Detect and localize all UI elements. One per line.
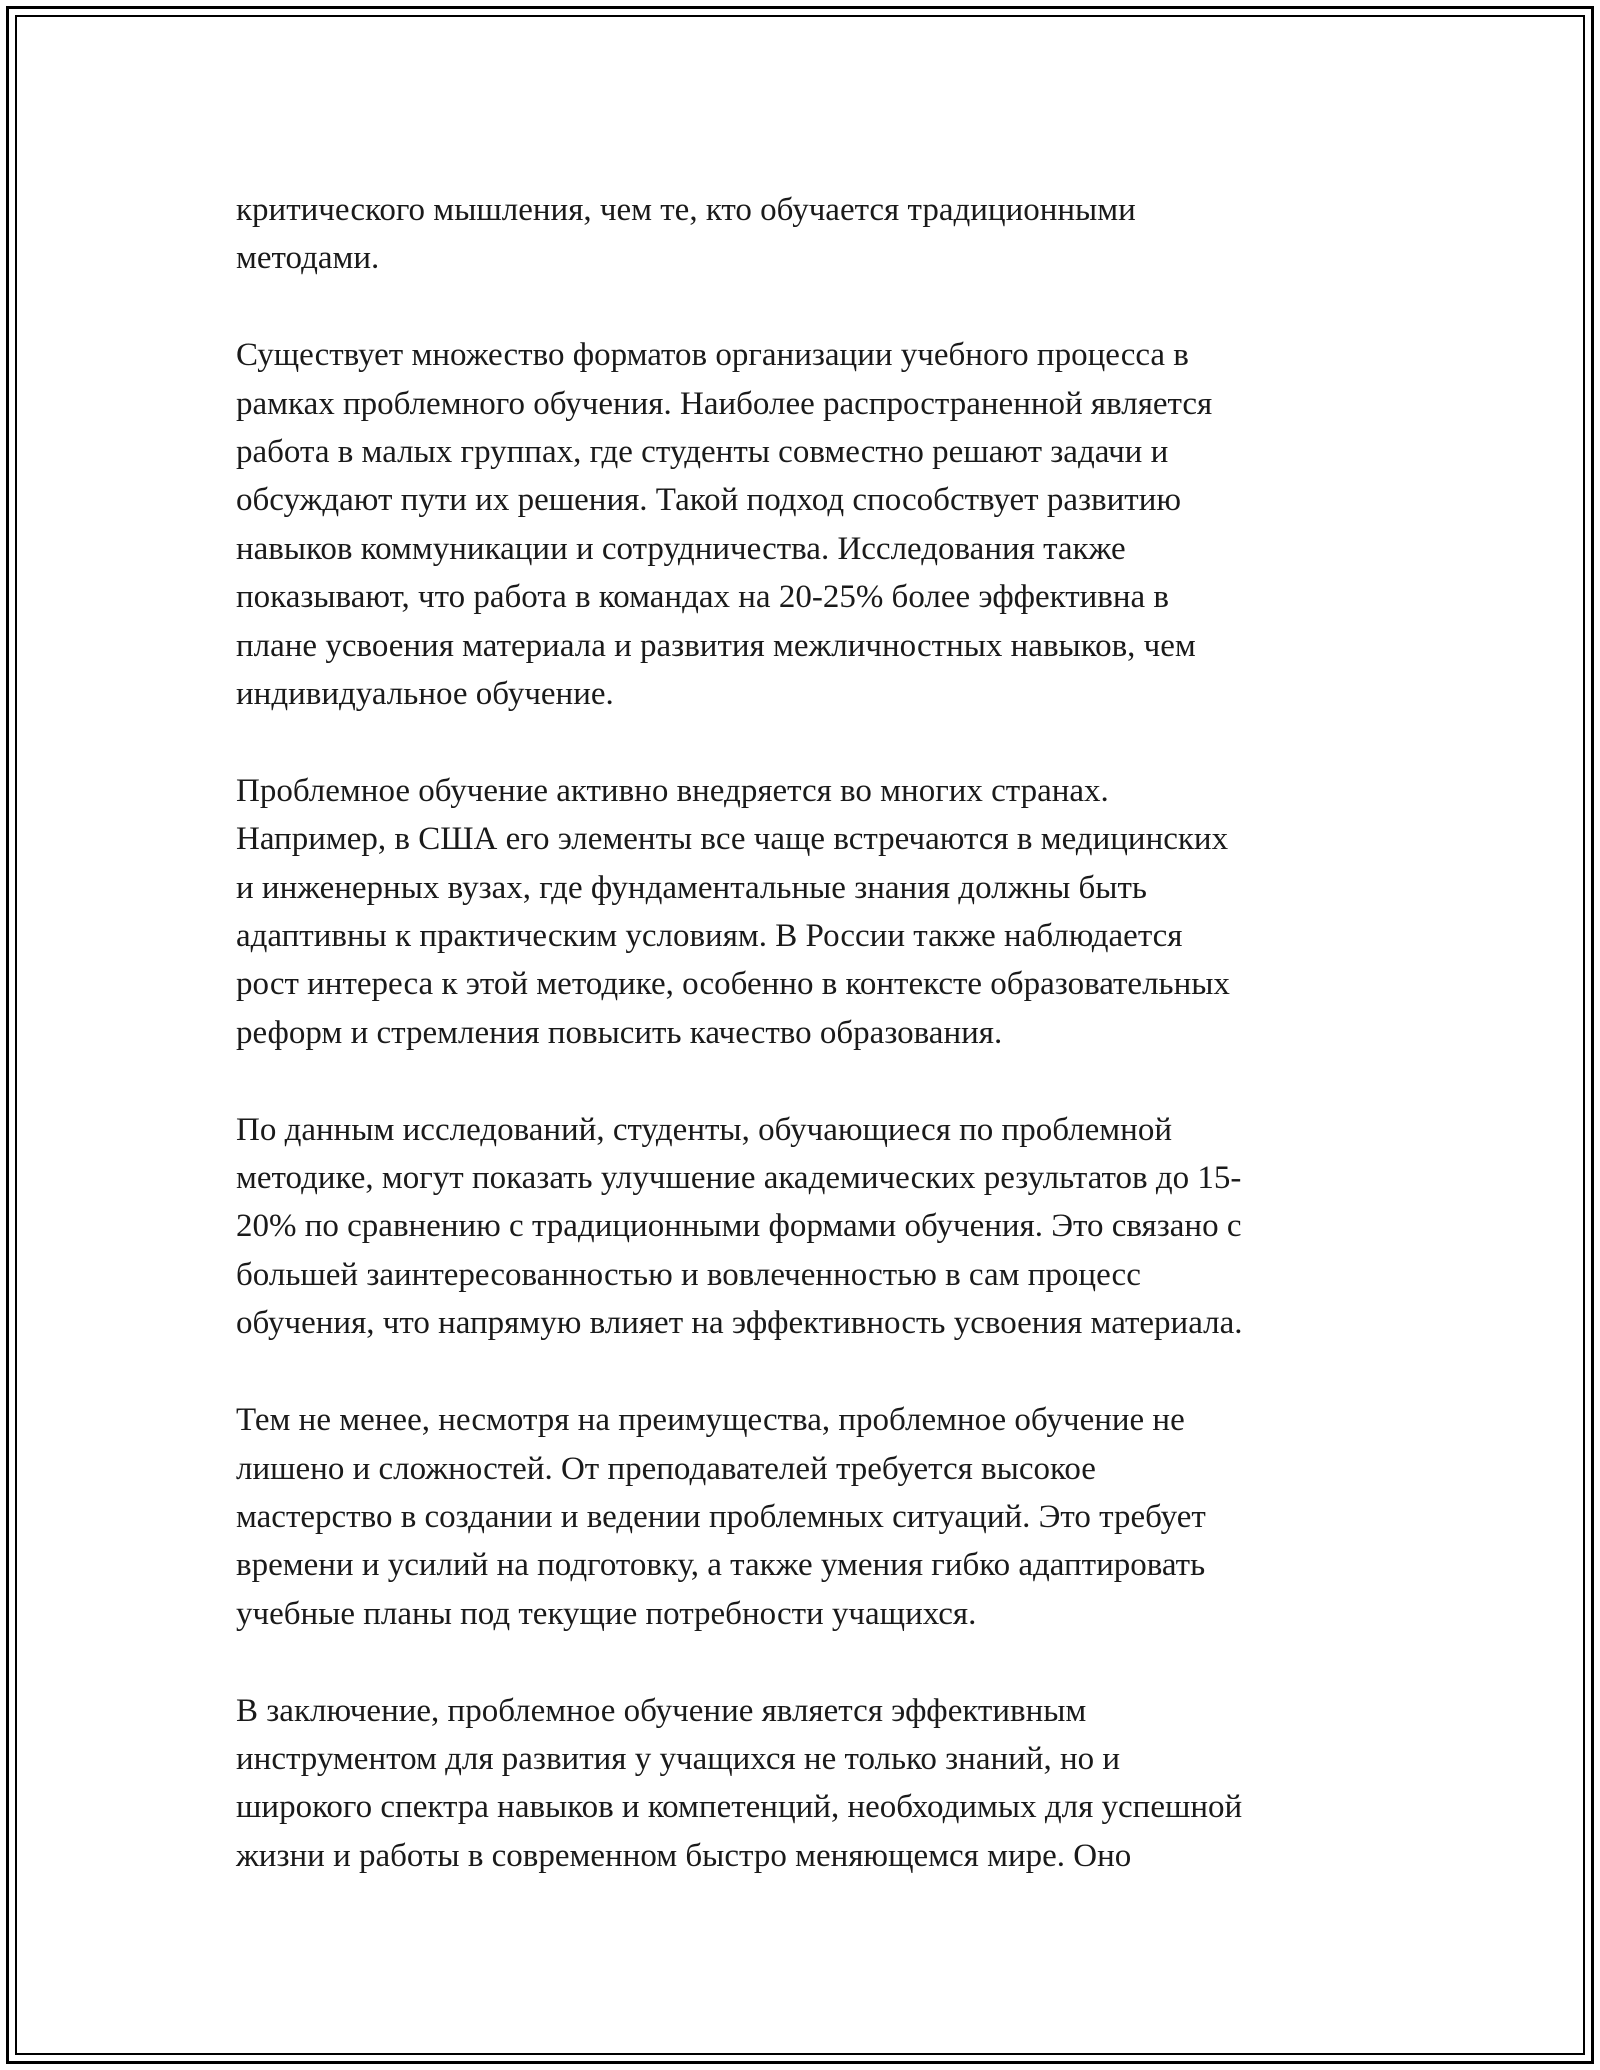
text-line: обучения, что напрямую влияет на эффективность усвоения материала. (236, 1305, 1243, 1342)
text-line: критического мышления, чем те, кто обучается традиционными (236, 192, 1136, 228)
text-line: навыков коммуникации и сотрудничества. Исследования также (236, 530, 1126, 567)
text-line: учебные планы под текущие потребности учащихся. (236, 1595, 977, 1632)
text-line: рамках проблемного обучения. Наиболее распространенной является (236, 385, 1213, 422)
text-line: мастерство в создании и ведении проблемных ситуаций. Это требует (236, 1498, 1206, 1535)
text-line: методами. (236, 240, 380, 277)
text-line: инструментом для развития у учащихся не только знаний, но и (236, 1740, 1121, 1777)
text-line: широкого спектра навыков и компетенций, необходимых для успешной (236, 1789, 1243, 1826)
text-line: индивидуальное обучение. (236, 676, 614, 713)
paragraph (236, 186, 1386, 283)
text-line: По данным исследований, студенты, обучающиеся по проблемной (236, 1111, 1172, 1148)
text-line: Тем не менее, несмотря на преимущества, проблемное обучение не (236, 1402, 1185, 1439)
text-line: Существует множество форматов организации учебного процесса в (236, 337, 1189, 374)
text-line: В заключение, проблемное обучение является эффективным (236, 1692, 1087, 1729)
text-line: Проблемное обучение активно внедряется во многих странах. (236, 772, 1109, 809)
text-line: плане усвоения материала и развития межличностных навыков, чем (236, 627, 1196, 664)
paragraph (236, 1396, 1386, 1638)
text-line: реформ и стремления повысить качество образования. (236, 1014, 1003, 1051)
text-line: обсуждают пути их решения. Такой подход способствует развитию (236, 482, 1182, 519)
text-line: лишено и сложностей. От преподавателей требуется высокое (236, 1450, 1096, 1487)
paragraph (236, 1106, 1386, 1348)
text-line: Например, в США его элементы все чаще встречаются в медицинских (236, 821, 1229, 858)
text-line: времени и усилий на подготовку, а также умения гибко адаптировать (236, 1547, 1206, 1584)
text-line: и инженерных вузах, где фундаментальные знания должны быть (236, 869, 1147, 906)
paragraph (236, 331, 1386, 718)
text-line: показывают, что работа в командах на 20-25% более эффективна в (236, 579, 1170, 616)
text-line: работа в малых группах, где студенты совместно решают задачи и (236, 434, 1169, 471)
text-line: рост интереса к этой методике, особенно в контексте образовательных (236, 966, 1230, 1003)
text-line: большей заинтересованностью и вовлеченностью в сам процесс (236, 1256, 1141, 1293)
paragraph (236, 1687, 1386, 1881)
paragraph (236, 767, 1386, 1057)
text-line: методике, могут показать улучшение академических результатов до 15- (236, 1160, 1242, 1197)
text-line: жизни и работы в современном быстро меняющемся мире. Оно (236, 1837, 1132, 1874)
text-line: адаптивны к практическим условиям. В России также наблюдается (236, 918, 1183, 955)
document-body (236, 186, 1386, 1929)
text-line: 20% по сравнению с традиционными формами обучения. Это связано с (236, 1208, 1242, 1245)
